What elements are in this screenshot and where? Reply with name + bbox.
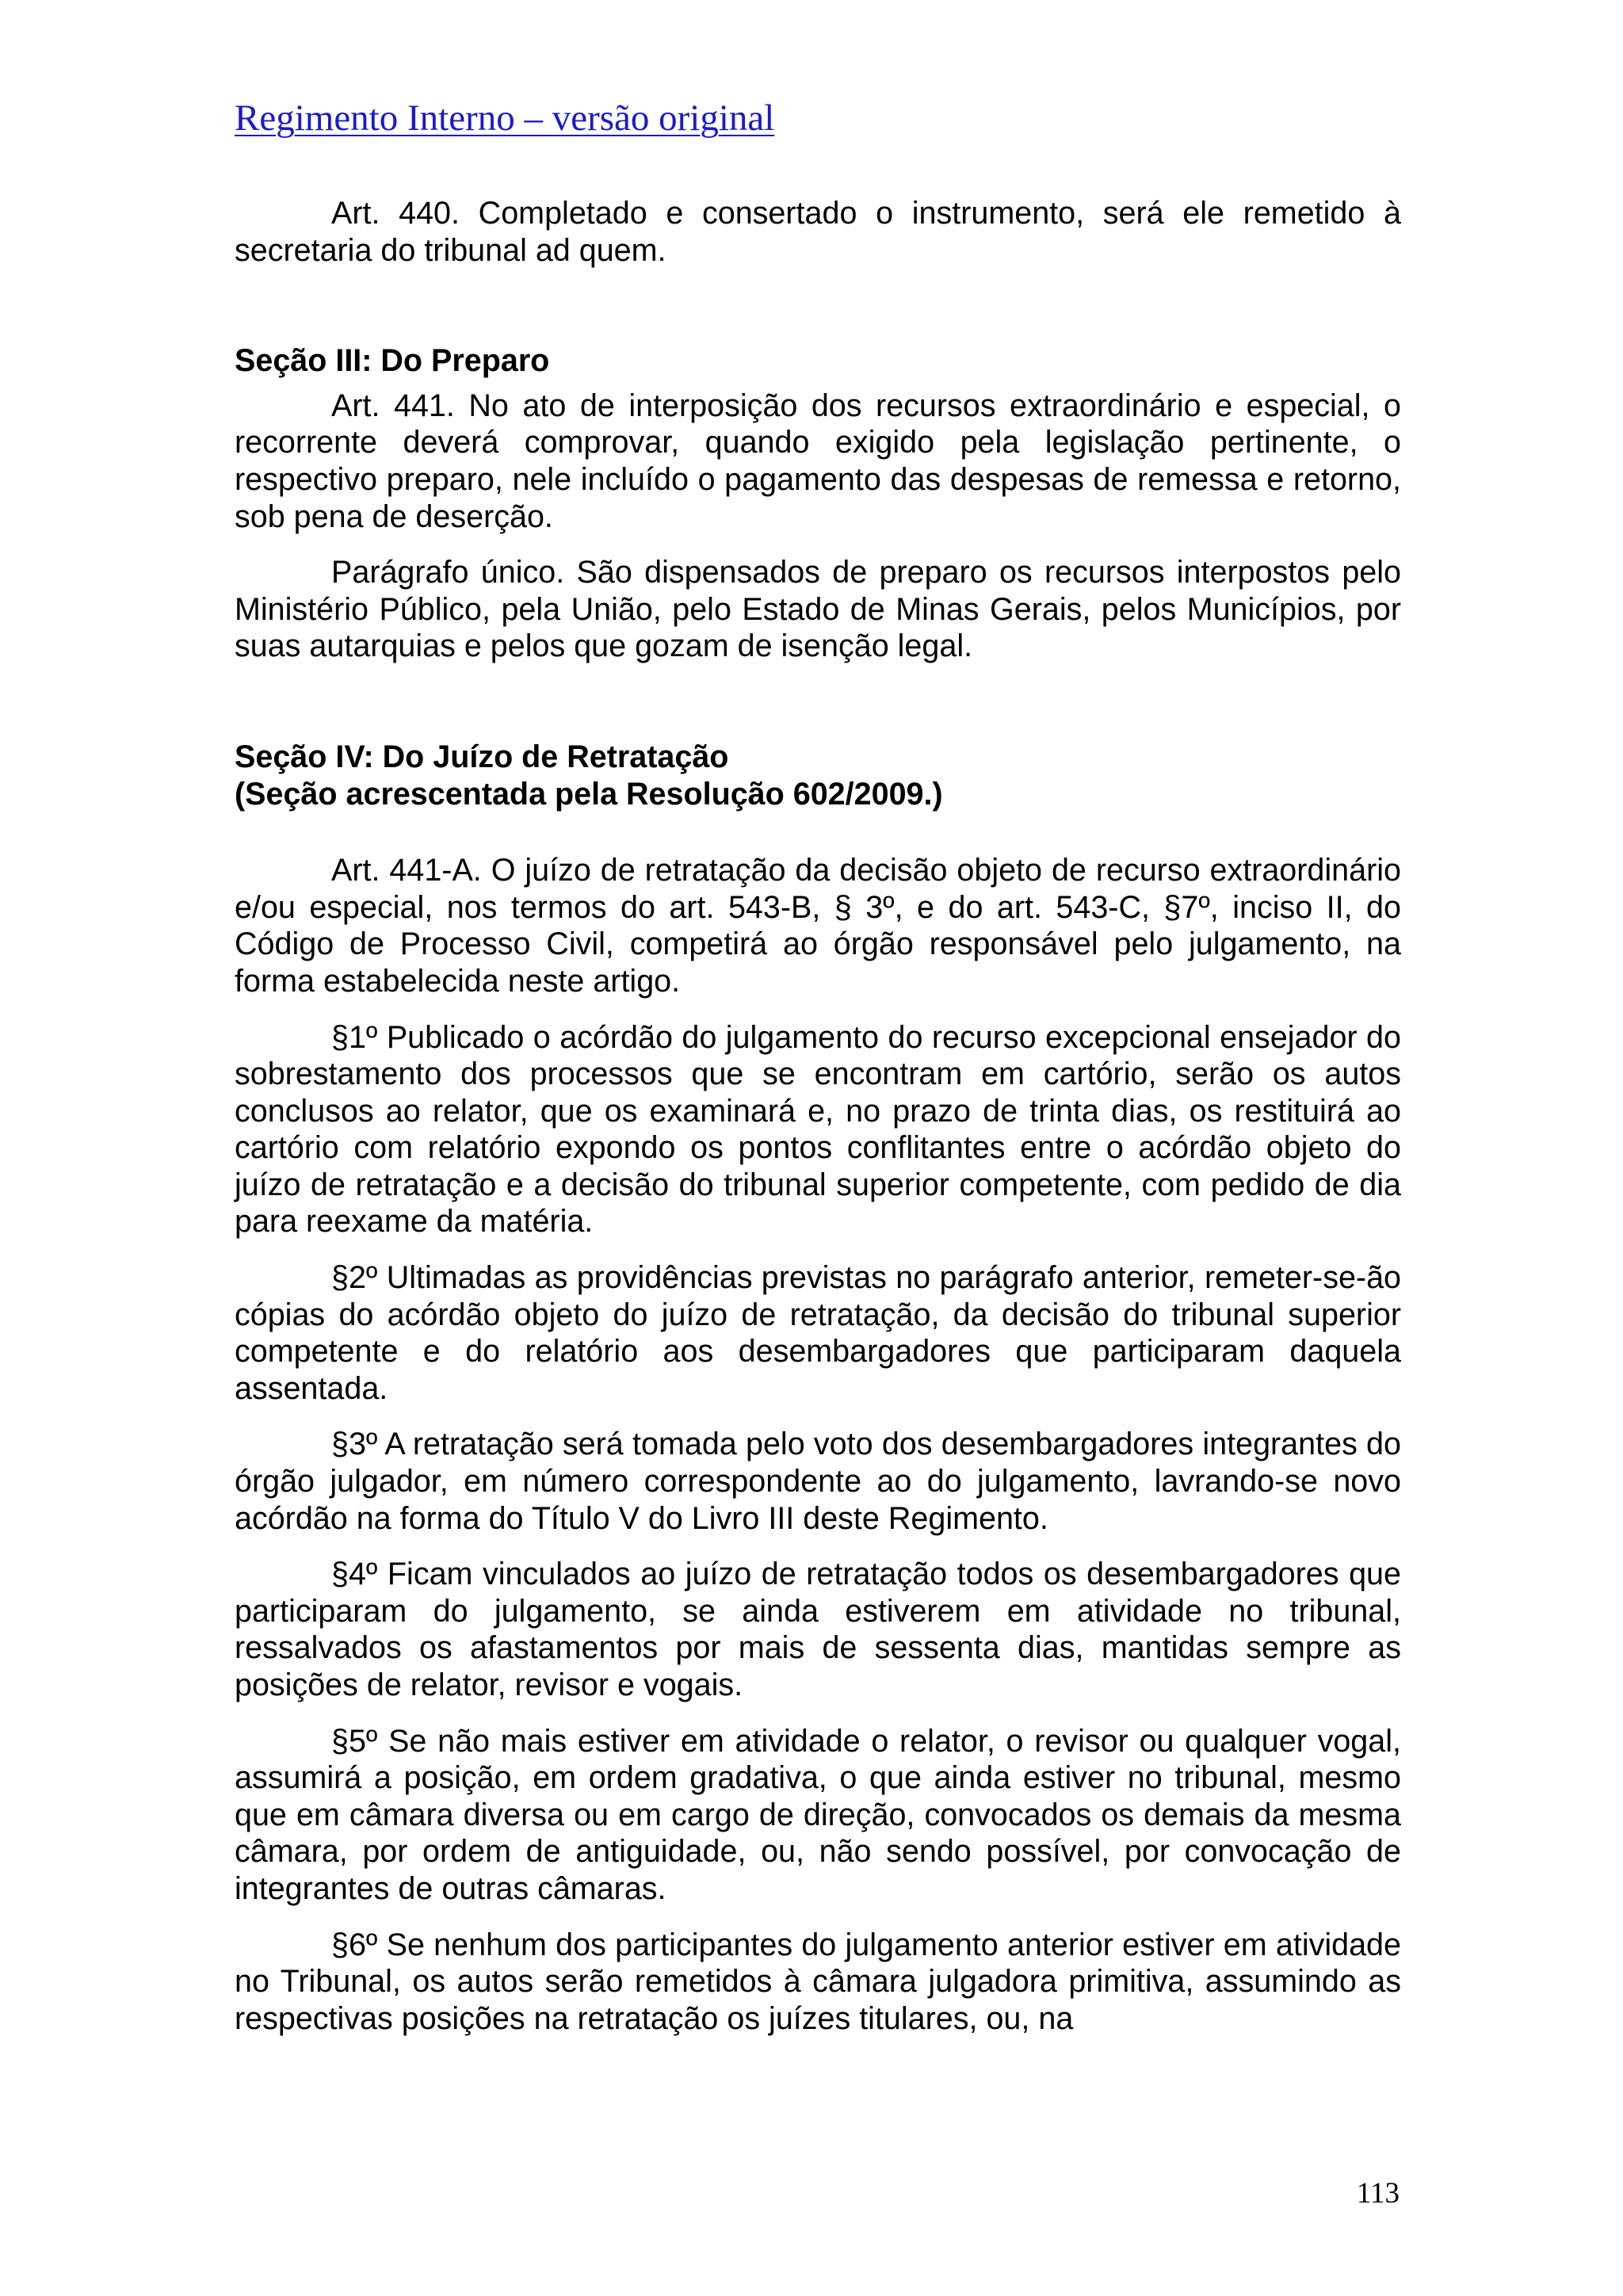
paragraph-2: §2º Ultimadas as providências previstas no parágrafo anterior, remeter-se-ão cópias do acórdão objeto do juízo de retratação, da decisão do tribunal superior competente e do relatório aos desembargadores que participaram daquela assentada.: [235, 1260, 1401, 1406]
art-441-paragrafo-unico: Parágrafo único. São dispensados de preparo os recursos interpostos pelo Ministério Público, pela União, pelo Estado de Minas Gerais, pelos Municípios, por suas autarquias e pelos que gozam de isenção legal.: [235, 555, 1401, 664]
page-number: 113: [1356, 2177, 1400, 2210]
section-4-heading: Seção IV: Do Juízo de Retratação: [235, 739, 729, 774]
art-440: Art. 440. Completado e consertado o instrumento, será ele remetido à secretaria do tribunal ad quem.: [235, 196, 1401, 268]
section-3-heading: Seção III: Do Preparo: [235, 343, 550, 379]
paragraph-6: §6º Se nenhum dos participantes do julgamento anterior estiver em atividade no Tribunal, os autos serão remetidos à câmara julgadora primitiva, assumindo as respectivas posições na retratação os juízes titulares, ou, na: [235, 1927, 1401, 2036]
header-link[interactable]: Regimento Interno – versão original: [235, 97, 775, 139]
paragraph-5: §5º Se não mais estiver em atividade o relator, o revisor ou qualquer vogal, assumirá a posição, em ordem gradativa, o que ainda estiver no tribunal, mesmo que em câmara diversa ou em cargo de direção, convocados os demais da mesma câmara, por ordem de antiguidade, ou, não sendo possível, por convocação de integrantes de outras câmaras.: [235, 1723, 1401, 1906]
paragraph-4: §4º Ficam vinculados ao juízo de retratação todos os desembargadores que participaram do julgamento, se ainda estiverem em atividade no tribunal, ressalvados os afastamentos por mais de sessenta dias, mantidas sempre as posições de relator, revisor e vogais.: [235, 1557, 1401, 1702]
art-441: Art. 441. No ato de interposição dos recursos extraordinário e especial, o recorrente deverá comprovar, quando exigido pela legislação pertinente, o respectivo preparo, nele incluído o pagamento das despesas de remessa e retorno, sob pena de deserção.: [235, 388, 1401, 534]
art-441-a: Art. 441-A. O juízo de retratação da decisão objeto de recurso extraordinário e/ou especial, nos termos do art. 543-B, § 3º, e do art. 543-C, §7º, inciso II, do Código de Processo Civil, competirá ao órgão responsável pelo julgamento, na forma estabelecida neste artigo.: [235, 853, 1401, 999]
section-4-heading-block: [235, 739, 1401, 812]
section-4-note: (Seção acrescentada pela Resolução 602/2009.): [235, 776, 943, 812]
paragraph-1: §1º Publicado o acórdão do julgamento do recurso excepcional ensejador do sobrestamento dos processos que se encontram em cartório, serão os autos conclusos ao relator, que os examinará e, no prazo de trinta dias, os restituirá ao cartório com relatório expondo os pontos conflitantes entre o acórdão objeto do juízo de retratação e a decisão do tribunal superior competente, com pedido de dia para reexame da matéria.: [235, 1019, 1401, 1240]
document-body: [235, 195, 1401, 2037]
paragraph-3: §3º A retratação será tomada pelo voto dos desembargadores integrantes do órgão julgador, em número correspondente ao do julgamento, lavrando-se novo acórdão na forma do Título V do Livro III deste Regimento.: [235, 1427, 1401, 1536]
